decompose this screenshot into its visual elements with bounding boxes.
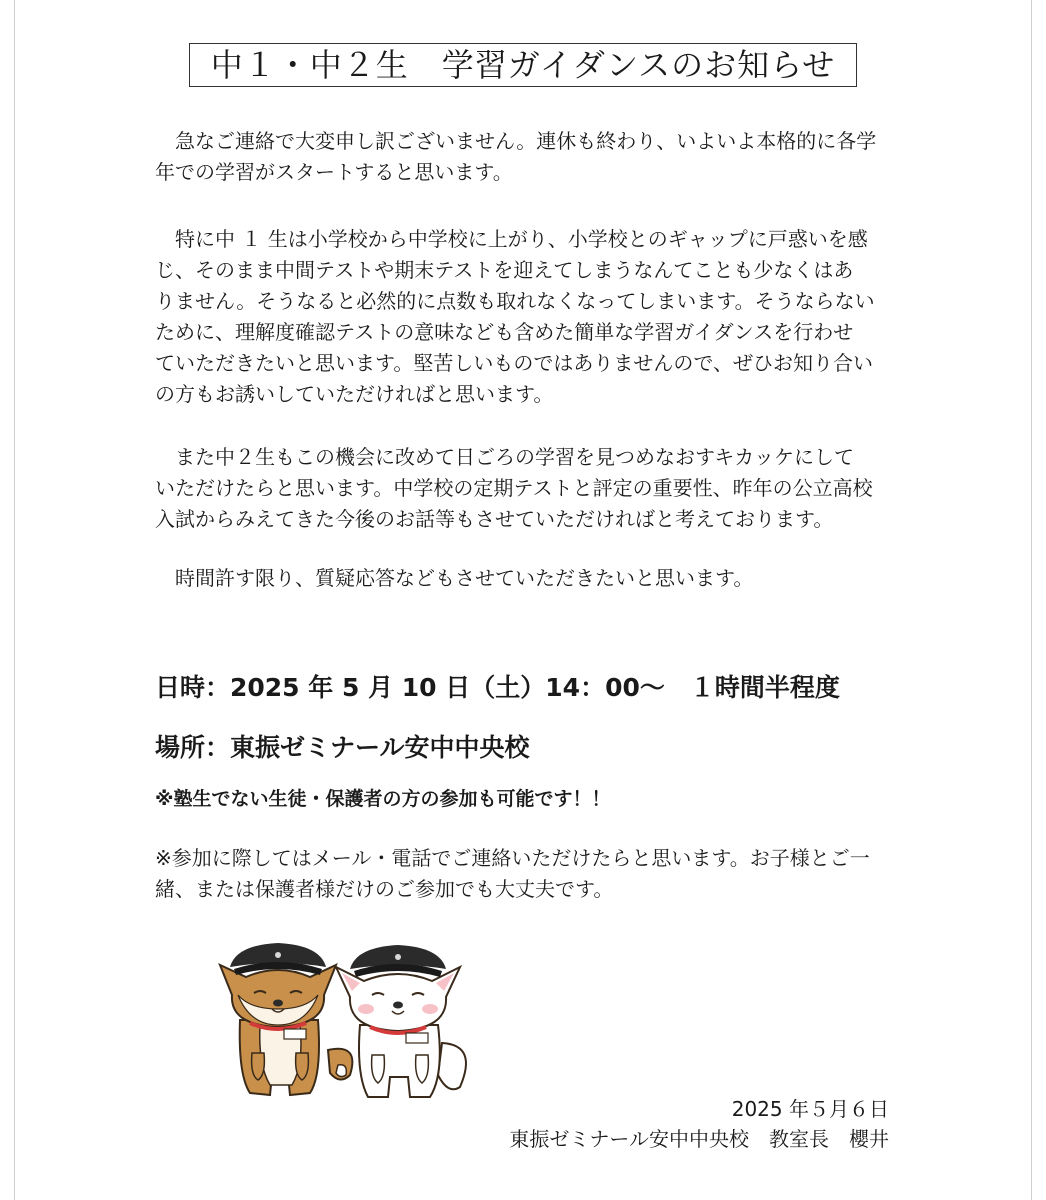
- paragraph-qa: [155, 563, 895, 594]
- white-dog-mascot: [336, 945, 466, 1097]
- brown-dog-mascot: [220, 943, 352, 1095]
- paragraph-intro: [155, 126, 895, 188]
- issue-date: 2025 年５月６日: [731, 1097, 889, 1121]
- paragraph-line: じ、そのまま中間テストや期末テストを迎えてしまうなんてことも少なくはあ: [155, 258, 854, 282]
- event-datetime: 日時：2025 年 5 月 10 日（土）14：00～ １時間半程度: [155, 673, 840, 702]
- page-edge-left: [14, 0, 15, 1200]
- paragraph-line: 急なご連絡で大変申し訳ございません。連休も終わり、いよいよ本格的に各学: [155, 129, 877, 153]
- page-edge-right: [1031, 0, 1032, 1200]
- event-place: 場所：東振ゼミナール安中中央校: [155, 733, 530, 762]
- paragraph-line: 時間許す限り、質疑応答などもさせていただきたいと思います。: [155, 566, 754, 590]
- paragraph-second-year: [155, 442, 895, 535]
- paragraph-line: の方もお誘いしていただければと思います。: [155, 382, 554, 406]
- paragraph-line: 特に中 １ 生は小学校から中学校に上がり、小学校とのギャップに戸惑いを感: [155, 227, 868, 251]
- notice-title: 中１・中２生 学習ガイダンスのお知らせ: [189, 43, 857, 87]
- mascot-dogs-illustration: [210, 925, 480, 1105]
- signature-name: 東振ゼミナール安中中央校 教室長 櫻井: [509, 1127, 889, 1151]
- paragraph-line: また中２生もこの機会に改めて日ごろの学習を見つめなおすキカッケにして: [155, 445, 854, 469]
- notice-open-to-all: ※塾生でない生徒・保護者の方の参加も可能です！！: [155, 788, 611, 810]
- notice-line: ※参加に際してはメール・電話でご連絡いただけたらと思います。お子様とご一: [155, 846, 870, 870]
- paragraph-line: いただけたらと思います。中学校の定期テストと評定の重要性、昨年の公立高校: [155, 476, 873, 500]
- paragraph-line: りません。そうなると必然的に点数も取れなくなってしまいます。そうならない: [155, 289, 875, 313]
- notice-line: 緒、または保護者様だけのご参加でも大丈夫です。: [155, 877, 614, 901]
- paragraph-line: 入試からみえてきた今後のお話等もさせていただければと考えております。: [155, 507, 834, 531]
- notice-contact: [155, 843, 895, 905]
- paragraph-line: ために、理解度確認テストの意味なども含めた簡単な学習ガイダンスを行わせ: [155, 320, 854, 344]
- paragraph-line: 年での学習がスタートすると思います。: [155, 160, 513, 184]
- paragraph-line: ていただきたいと思います。堅苦しいものではありませんので、ぜひお知り合い: [155, 351, 873, 375]
- paragraph-first-year: [155, 224, 895, 410]
